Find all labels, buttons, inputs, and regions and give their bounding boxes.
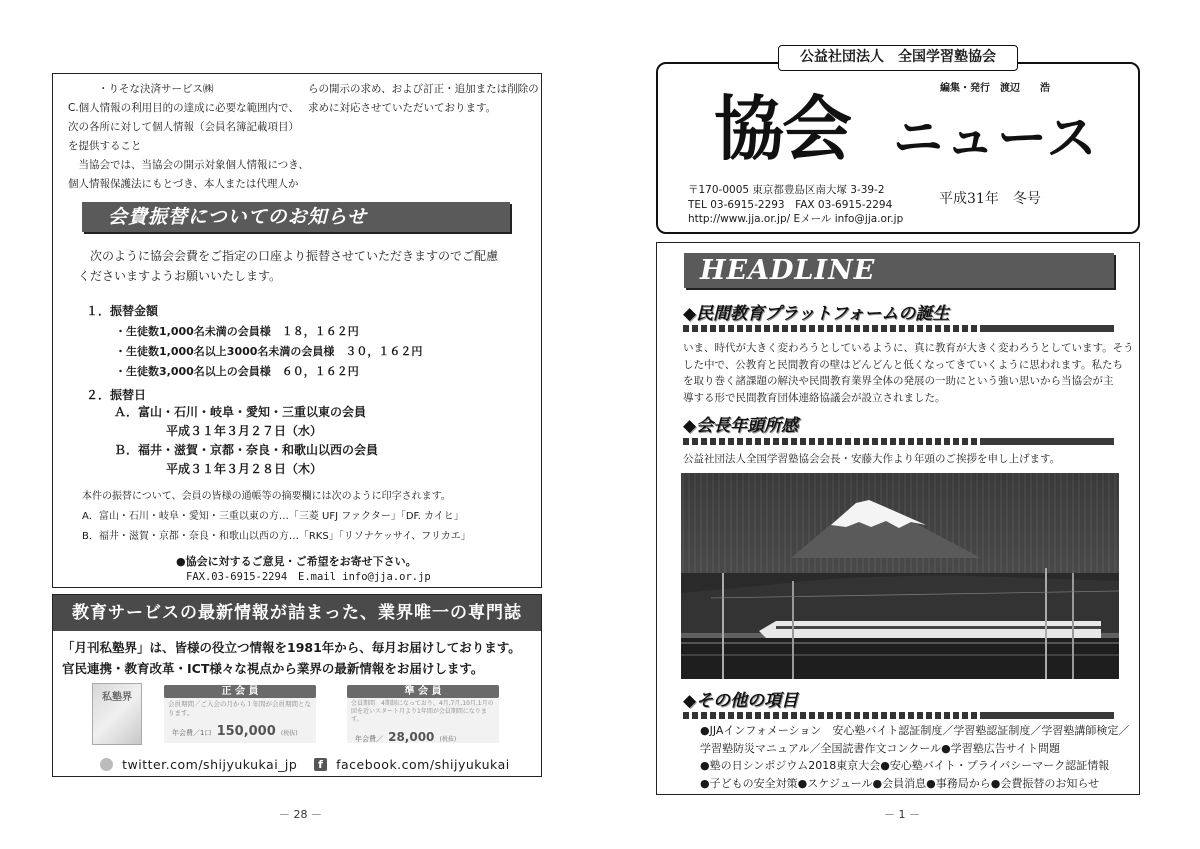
issue-label: 平成31年 冬号 — [939, 191, 1041, 207]
headline-banner: HEADLINE — [684, 253, 1114, 288]
regular-member-desc: 会員期間／ご入会の月から１年間が会員期間となります。 — [168, 700, 311, 717]
regular-member-panel — [164, 685, 316, 743]
editor-line: 編集・発行 渡辺 浩 — [940, 83, 1050, 94]
amount-heading: １．振替金額 — [86, 304, 159, 318]
twitter-link[interactable]: twitter.com/shijyukukai_jp — [100, 754, 297, 773]
section-president-title: ◆会長年頭所感 — [683, 416, 799, 436]
org-name-tab: 公益社団法人 全国学習塾協会 — [778, 45, 1018, 71]
title-kanji: 協会 — [714, 87, 850, 170]
date-heading: ２．振替日 — [86, 388, 147, 402]
page-number-right: － 1 － — [884, 808, 920, 821]
contact-line: ●協会に対するご意見・ご希望をお寄せ下さい。 — [176, 555, 417, 568]
section-platform-rule-dots — [683, 325, 983, 332]
ad-line2: 官民連携・教育改革・ICT様々な視点から業界の最新情報をお届けします。 — [62, 661, 484, 676]
regular-member-label: 正 会 員 — [164, 685, 316, 698]
fee-transfer-banner: 会費振替についてのお知らせ — [82, 202, 510, 232]
section-platform-title: ◆民間教育プラットフォームの誕生 — [683, 304, 950, 324]
date-list: Ａ．富山・石川・岐阜・愛知・三重以東の会員 平成３１年３月２７日（水） Ｂ．福井・滋賀・京都・奈良・和歌山以西の会員 平成３１年３月２８日（木） — [114, 405, 379, 476]
facebook-icon: f — [314, 758, 327, 771]
associate-member-fee: 年会費／ 28,000 (税抜) — [355, 730, 457, 744]
associate-member-desc: 会員期間 4期制になっており、4月,7月,10月,1月の回を近いスタート月より1年間が会員期間になります。 — [351, 700, 494, 723]
fee-intro: 次のように協会会費をご指定の口座より振替させていただきますのでご配慮 くださいますようお願いいたします。 — [78, 249, 499, 283]
associate-member-panel — [347, 685, 499, 743]
section-platform-body: いま、時代が大きく変わろうとしているように、真に教育が大きく変わろうとしています。そう した中で、公教育と民間教育の壁はどんどんと低くなってきていくように思われます。私たち を取り巻く諸課題の解決や民間教育業界全体の発展の一助にという強い思いから当協会が主 導する形で民間教育団体連絡協議会が設立されました。 — [683, 342, 1134, 404]
magazine-title: 私塾界 — [102, 692, 132, 703]
section-other-body: ●JJAインフォメーション 安心塾バイト認証制度／学習塾認証制度／学習塾講師検定／ 学習塾防災マニュアル／全国読書作文コンクール●学習塾広告サイト問題 ●塾の日シンポジウム2018東京大会●安心塾バイト・プライバシーマーク認証情報 ●子どもの安全対策●スケジュール●会員消息●事務局から●会費振替のお知らせ — [700, 724, 1130, 790]
amount-list: ・生徒数1,000名未満の会員様 １８，１６２円 ・生徒数1,000名以上3000名未満の会員様 ３０，１６２円 ・生徒数3,000名以上の会員様 ６０，１６２円 — [115, 325, 423, 378]
twitter-icon — [100, 758, 113, 771]
ad-line1: 「月刊私塾界」は、皆様の役立つ情報を1981年から、毎月お届けしております。 — [62, 640, 521, 655]
privacy-text-right: らの開示の求め、および訂正・追加または削除の 求めに対応させていただいております。 — [308, 83, 539, 114]
section-president-rule-dots — [683, 438, 983, 445]
masthead-address: 〒170-0005 東京都豊島区南大塚 3-39-2 TEL 03-6915-2293 FAX 03-6915-2294 http://www.jja.or.jp/ Eメール info@jja.or.jp — [688, 184, 904, 225]
section-president-body: 公益社団法人全国学習塾協会会長・安藤大作より年頭のご挨拶を申し上げます。 — [683, 453, 1061, 465]
fuji-shinkansen-photo — [681, 473, 1119, 679]
regular-member-fee: 年会費／1口 150,000 (税抜) — [172, 724, 298, 739]
page-number-left: － 28 － — [279, 808, 322, 821]
privacy-text-left: ・りそな決済サービス㈱ C.個人情報の利用目的の達成に必要な範囲内で、 次の各所に対して個人情報（会員名簿記載項目） を提供すること 当協会では、当協会の開示対象個人情報につき、 個人情報保護法にもとづき、本人または代理人か — [68, 83, 309, 190]
section-other-rule-bar — [980, 712, 1114, 719]
contact-email: E.mail info@jja.or.jp — [298, 571, 431, 583]
title-kana: ニュース — [893, 109, 1099, 167]
contact-fax: FAX.03-6915-2294 — [186, 571, 288, 583]
section-platform-rule-bar — [980, 325, 1114, 332]
ad-headline-bar: 教育サービスの最新情報が詰まった、業界唯一の専門誌 — [53, 595, 541, 631]
section-president-rule-bar — [980, 438, 1114, 445]
section-other-rule-dots — [683, 712, 983, 719]
magazine-cover — [92, 683, 142, 745]
section-other-title: ◆その他の項目 — [683, 691, 799, 711]
notice-text: 本件の振替について、会員の皆様の通帳等の摘要欄には次のように印字されます。 A．富山・石川・岐阜・愛知・三重以東の方…「三菱 UFJ ファクター」「DF. カイヒ」 B．福井・滋賀・京都・奈良・和歌山以西の方…「RKS」「リソナケッサイ、フリカエ」 — [82, 491, 471, 542]
facebook-link[interactable]: f facebook.com/shijyukukai — [314, 754, 510, 773]
associate-member-label: 準 会 員 — [347, 685, 499, 698]
